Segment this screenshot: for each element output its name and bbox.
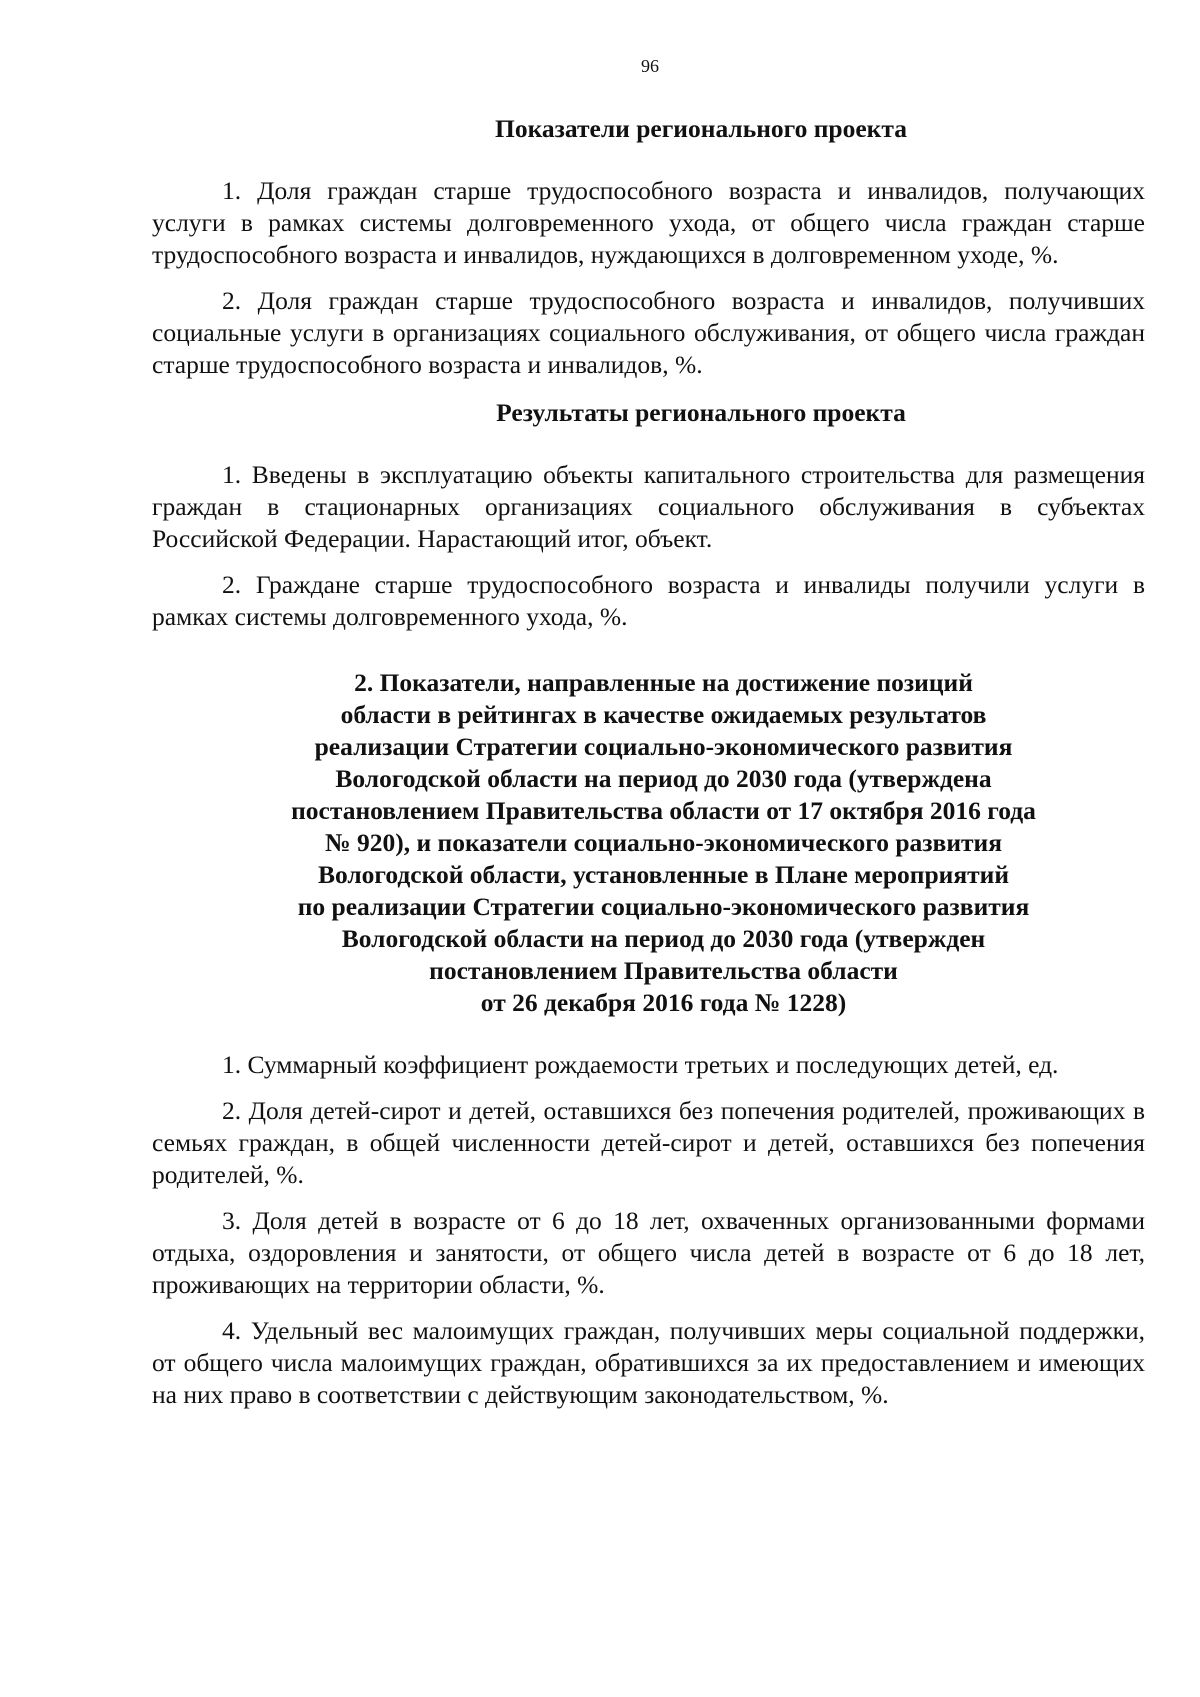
section-2-heading-line: постановлением Правительства области от 17 октября 2016 года: [291, 796, 1036, 825]
section-2-item: 2. Доля детей-сирот и детей, оставшихся без попечения родителей, проживающих в семьях граждан, в общей численности детей-сирот и детей, оставшихся без попечения родителей, %.: [152, 1096, 1145, 1189]
section-2-heading-line: от 26 декабря 2016 года № 1228): [480, 988, 847, 1017]
indicator-item: 1. Доля граждан старше трудоспособного возраста и инвалидов, получающих услуги в рамках системы долговременного ухода, от общего числа граждан старше трудоспособного возраста и инвалидов, нуждающихся в долговременном уходе, %.: [152, 176, 1145, 269]
section-2-item: 3. Доля детей в возрасте от 6 до 18 лет, охваченных организованными формами отдыха, оздоровления и занятости, от общего числа детей в возрасте от 6 до 18 лет, проживающих на территории области, %.: [152, 1206, 1145, 1299]
document-body: [152, 113, 1145, 1425]
section-2-heading: [152, 667, 1145, 1019]
section-2-heading-line: реализации Стратегии социально-экономического развития: [314, 732, 1013, 761]
section-2-item: 4. Удельный вес малоимущих граждан, получивших меры социальной поддержки, от общего числа малоимущих граждан, обратившихся за их предоставлением и имеющих на них право в соответствии с действующим законодательством, %.: [152, 1316, 1145, 1409]
section-2-heading-line: постановлением Правительства области: [429, 956, 898, 985]
result-item: 1. Введены в эксплуатацию объекты капитального строительства для размещения граждан в стационарных организациях социального обслуживания в субъектах Российской Федерации. Нарастающий итог, объект.: [152, 460, 1145, 553]
indicators-heading: Показатели регионального проекта: [495, 114, 907, 143]
section-2-heading-line: по реализации Стратегии социально-экономического развития: [297, 892, 1030, 921]
indicator-item: 2. Доля граждан старше трудоспособного возраста и инвалидов, получивших социальные услуги в организациях социального обслуживания, от общего числа граждан старше трудоспособного возраста и инвалидов, %.: [152, 286, 1145, 379]
section-2-heading-line: области в рейтингах в качестве ожидаемых результатов: [340, 700, 987, 729]
section-2-heading-line: 2. Показатели, направленные на достижение позиций: [354, 668, 973, 697]
section-2-heading-line: Вологодской области на период до 2030 года (утверждена: [335, 764, 992, 793]
results-heading: Результаты регионального проекта: [496, 398, 906, 427]
section-2-heading-line: Вологодской области на период до 2030 года (утвержден: [341, 924, 986, 953]
section-2-heading-line: № 920), и показатели социально-экономического развития: [324, 828, 1003, 857]
page-number: 96: [641, 56, 659, 76]
result-item: 2. Граждане старше трудоспособного возраста и инвалиды получили услуги в рамках системы долговременного ухода, %.: [152, 570, 1145, 631]
section-2-heading-line: Вологодской области, установленные в Плане мероприятий: [317, 860, 1010, 889]
section-2-item: 1. Суммарный коэффициент рождаемости третьих и последующих детей, ед.: [222, 1050, 1059, 1079]
